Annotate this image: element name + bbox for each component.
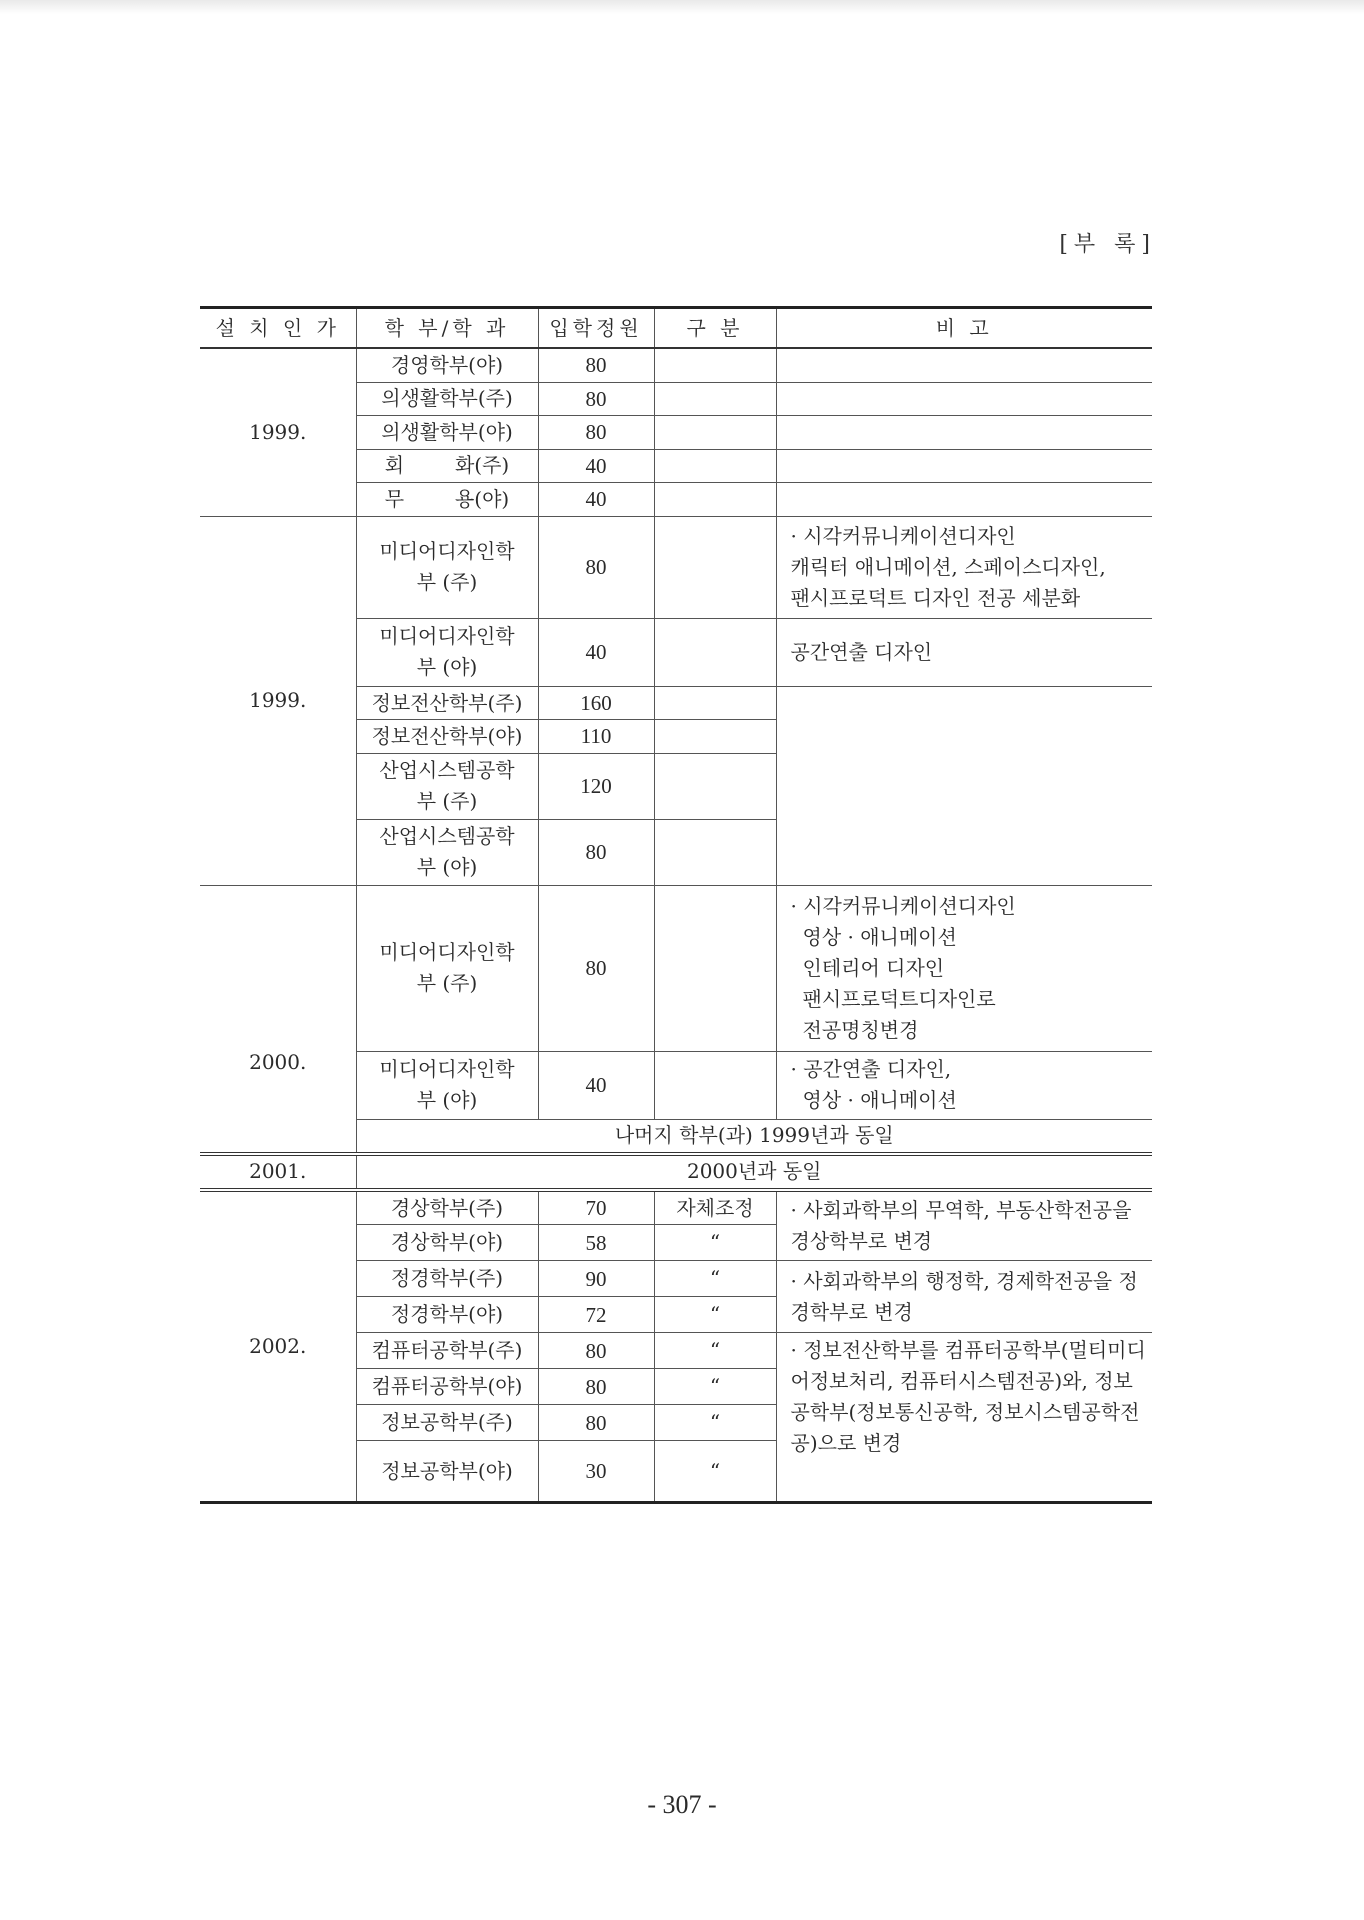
year-cell: 2001.	[200, 1154, 356, 1190]
table-row	[200, 1154, 1152, 1190]
note-line: 팬시프로덕트 디자인 전공 세분화	[790, 585, 1081, 610]
quota-cell: 110	[538, 720, 654, 754]
table-row	[200, 1190, 1152, 1225]
merged-note-cell: 2000년과 동일	[356, 1154, 1152, 1190]
type-cell: “	[654, 1333, 776, 1369]
header-dept: 학 부/학 과	[356, 308, 538, 349]
type-cell	[654, 416, 776, 450]
note-cell	[776, 1051, 1152, 1119]
note-cell	[776, 382, 1152, 416]
type-cell: “	[654, 1297, 776, 1333]
note-cell	[776, 348, 1152, 382]
section-label: [부 록]	[1059, 232, 1156, 257]
dept-cell: 컴퓨터공학부(주)	[356, 1333, 538, 1369]
note-cell	[776, 516, 1152, 618]
quota-cell: 80	[538, 1369, 654, 1405]
type-cell	[654, 483, 776, 517]
quota-cell: 40	[538, 1051, 654, 1119]
note-cell	[776, 885, 1152, 1051]
note-cell: · 사회과학부의 무역학, 부동산학전공을 경상학부로 변경	[776, 1190, 1152, 1261]
quota-cell: 160	[538, 686, 654, 720]
dept-cell: 의생활학부(야)	[356, 416, 538, 450]
type-cell: 자체조정	[654, 1190, 776, 1225]
dept-cell: 미디어디자인학부 (야)	[356, 1051, 538, 1119]
header-type: 구 분	[654, 308, 776, 349]
note-line: 영상 · 애니메이션	[802, 924, 957, 949]
dept-cell: 정보전산학부(주)	[356, 686, 538, 720]
quota-cell: 80	[538, 1405, 654, 1441]
note-line: 캐릭터 애니메이션, 스페이스디자인,	[790, 554, 1106, 579]
header-year: 설 치 인 가	[200, 308, 356, 349]
dept-cell: 미디어디자인학부 (주)	[356, 516, 538, 618]
dept-cell: 무 용(야)	[356, 483, 538, 517]
note-cell	[776, 686, 1152, 885]
type-cell	[654, 720, 776, 754]
quota-cell: 40	[538, 618, 654, 686]
note-line: 전공명칭변경	[802, 1017, 919, 1042]
dept-cell: 회 화(주)	[356, 449, 538, 483]
dept-cell: 경상학부(주)	[356, 1190, 538, 1225]
quota-cell: 40	[538, 449, 654, 483]
dept-cell: 정보공학부(주)	[356, 1405, 538, 1441]
merged-note-cell: 나머지 학부(과) 1999년과 동일	[356, 1119, 1152, 1154]
quota-cell: 40	[538, 483, 654, 517]
quota-cell: 80	[538, 819, 654, 885]
type-cell	[654, 686, 776, 720]
note-cell: · 정보전산학부를 컴퓨터공학부(멀티미디어정보처리, 컴퓨터시스템전공)와, 정보공학부(정보통신공학, 정보시스템공학전공)으로 변경	[776, 1333, 1152, 1503]
dept-cell: 미디어디자인학부 (야)	[356, 618, 538, 686]
note-cell	[776, 449, 1152, 483]
year-cell: 1999.	[200, 348, 356, 516]
quota-cell: 80	[538, 516, 654, 618]
type-cell	[654, 819, 776, 885]
dept-cell: 미디어디자인학부 (주)	[356, 885, 538, 1051]
year-cell: 2002.	[200, 1190, 356, 1503]
dept-cell: 정경학부(야)	[356, 1297, 538, 1333]
dept-cell: 산업시스템공학부 (야)	[356, 819, 538, 885]
quota-cell: 70	[538, 1190, 654, 1225]
quota-cell: 80	[538, 348, 654, 382]
quota-cell: 80	[538, 1333, 654, 1369]
note-cell: · 사회과학부의 행정학, 경제학전공을 정경학부로 변경	[776, 1261, 1152, 1333]
table-row	[200, 516, 1152, 618]
admission-quota-table	[200, 306, 1152, 1504]
quota-cell: 58	[538, 1225, 654, 1261]
dept-cell: 의생활학부(주)	[356, 382, 538, 416]
type-cell	[654, 753, 776, 819]
dept-cell: 경상학부(야)	[356, 1225, 538, 1261]
year-cell: 1999.	[200, 516, 356, 885]
type-cell: “	[654, 1441, 776, 1503]
page-number: - 307 -	[647, 1790, 717, 1819]
quota-cell: 90	[538, 1261, 654, 1297]
type-cell	[654, 618, 776, 686]
type-cell: “	[654, 1225, 776, 1261]
note-line: 인테리어 디자인	[802, 955, 945, 980]
note-line: · 시각커뮤니케이션디자인	[790, 893, 1016, 918]
dept-cell: 정보전산학부(야)	[356, 720, 538, 754]
table-header-row	[200, 308, 1152, 349]
dept-cell: 경영학부(야)	[356, 348, 538, 382]
scan-edge	[0, 0, 1364, 14]
dept-cell: 산업시스템공학부 (주)	[356, 753, 538, 819]
year-cell: 2000.	[200, 885, 356, 1154]
type-cell: “	[654, 1261, 776, 1297]
header-quota: 입학정원	[538, 308, 654, 349]
table-row	[200, 348, 1152, 382]
type-cell	[654, 449, 776, 483]
type-cell	[654, 885, 776, 1051]
type-cell	[654, 348, 776, 382]
type-cell: “	[654, 1405, 776, 1441]
type-cell	[654, 1051, 776, 1119]
dept-cell: 정경학부(주)	[356, 1261, 538, 1297]
type-cell	[654, 382, 776, 416]
quota-cell: 80	[538, 416, 654, 450]
table-row	[200, 885, 1152, 1051]
type-cell	[654, 516, 776, 618]
note-cell: 공간연출 디자인	[776, 618, 1152, 686]
note-line: · 공간연출 디자인,	[790, 1057, 952, 1082]
quota-cell: 72	[538, 1297, 654, 1333]
note-line: 팬시프로덕트디자인로	[802, 986, 996, 1011]
header-note: 비 고	[776, 308, 1152, 349]
note-line: 영상 · 애니메이션	[802, 1088, 957, 1113]
quota-cell: 80	[538, 382, 654, 416]
dept-cell: 정보공학부(야)	[356, 1441, 538, 1503]
quota-cell: 80	[538, 885, 654, 1051]
note-cell	[776, 483, 1152, 517]
quota-cell: 30	[538, 1441, 654, 1503]
type-cell: “	[654, 1369, 776, 1405]
dept-cell: 컴퓨터공학부(야)	[356, 1369, 538, 1405]
note-line: · 시각커뮤니케이션디자인	[790, 523, 1016, 548]
quota-cell: 120	[538, 753, 654, 819]
note-cell	[776, 416, 1152, 450]
